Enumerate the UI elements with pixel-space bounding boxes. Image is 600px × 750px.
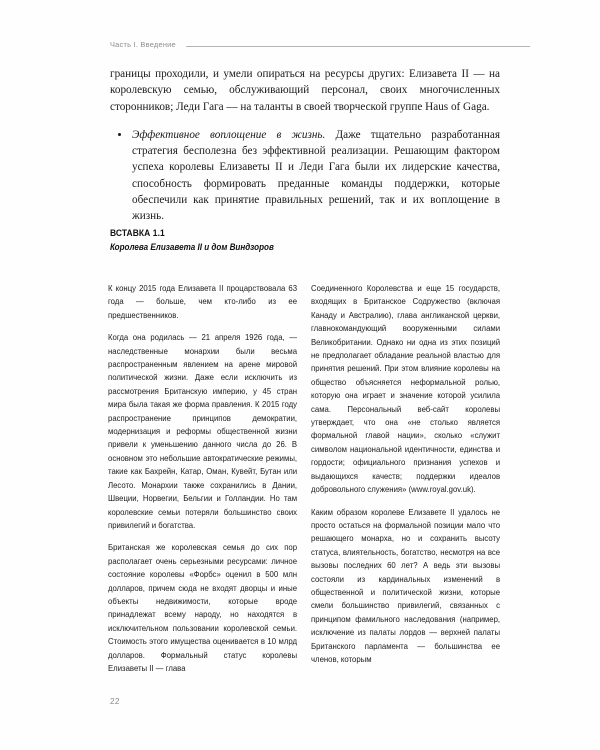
box-paragraph: К концу 2015 года Елизавета II процарствовала 63 года — больше, чем кто-либо из ее предшественников. [108,283,298,320]
box-paragraph: Британская же королевская семья до сих пор располагает очень серьезными ресурсами: личное состояние королевы «Форбс» оценил в 500 млн долларов, причем сюда не входят дворцы и иные объекты недвижимости, которые вроде принадлежат всему народу, но находятся в исключительном пользовании королевской семьи. Стоимость этого имущества оценивается в 10 млрд долларов. Формальный статус королевы Елизаветы II — глава [108,542,298,673]
bullet-lead-in: Эффективное воплощение в жизнь. [132,128,326,141]
bullet-dot-icon [118,133,121,136]
main-body [110,66,500,225]
box-paragraph: Соединенного Королевства и еще 15 государств, входящих в Британское Содружество (включая Канаду и Австралию), глава англиканской церкви, главнокомандующий вооруженными силами Великобритании. Однако ни одна из этих позиций не предполагает обладание реальной властью для принятия решений. При этом влияние королевы на общество объясняется неформальной ролью, которую она играет и значение которой усилила сама. Персональный веб-сайт королевы утверждает, что она «не столько является формальной главой нации», сколько «служит символом национальной идентичности, единства и гордости; официального признания успехов и выдающихся качеств; поддержки идеалов добровольного служения» (www.royal.gov.uk). [311,283,501,495]
header-divider-rule [186,46,530,47]
running-header-title: Часть I. Введение [110,40,176,49]
box-label: ВСТАВКА 1.1 [110,228,165,239]
box-paragraph: Каким образом королеве Елизавете II удалось не просто остаться на формальной позиции мало что решающего монарха, но и сохранить высоту статуса, влиятельность, богатство, несмотря на все вызовы последних 60 лет? А ведь эти вызовы состояли из кардинальных изменений в общественной и политической жизни, которые смели большинство привилегий, связанных с принципом фамильного наследования (например, исключение из палаты лордов — верхней палаты Британского парламента — большинства ее членов, которым [311,506,501,664]
sidebar-box-heading [110,228,502,252]
bullet-body-text: Даже тщательно разработанная стратегия бесполезна без эффективной реализации. Решающим фактором успеха королевы Елизаветы II и Леди Гага были их лидерские качества, способность формировать преданные команды поддержки, которые обеспечили как принятие правильных решений, так и их воплощение в жизнь. [132,128,500,223]
bullet-list [110,127,500,225]
box-title: Королева Елизавета II и дом Виндзоров [110,242,274,252]
box-column-left [108,282,298,675]
box-paragraph: Когда она родилась — 21 апреля 1926 года, — наследственные монархии были весьма распространенным явлением на арене мировой политической жизни. Даже если исключить из рассмотрения Британскую империю, у 45 стран мира была такая же форма правления. К 2015 году распространение принципов демократии, модернизация и реформы общественной жизни привели к уменьшению данного числа до 26. В основном это небольшие автократические режимы, такие как Бахрейн, Катар, Оман, Кувейт, Бутан или Лесото. Монархии также сохранились в Дании, Швеции, Норвегии, Бельгии и Голландии. Но там королевские семьи потеряли большинство своих привилегий и богатства. [108,332,298,530]
page-number: 22 [110,697,120,706]
sidebar-box-columns [108,282,502,702]
running-header [110,40,530,49]
bullet-list-item [110,127,500,225]
body-paragraph: границы проходили, и умели опираться на ресурсы других: Елизавета II — на королевскую семью, обслуживающий персонал, своих многочисленных сторонников; Леди Гага — на таланты в своей творческой группе Haus of Gaga. [110,68,500,113]
box-column-right [311,282,501,666]
